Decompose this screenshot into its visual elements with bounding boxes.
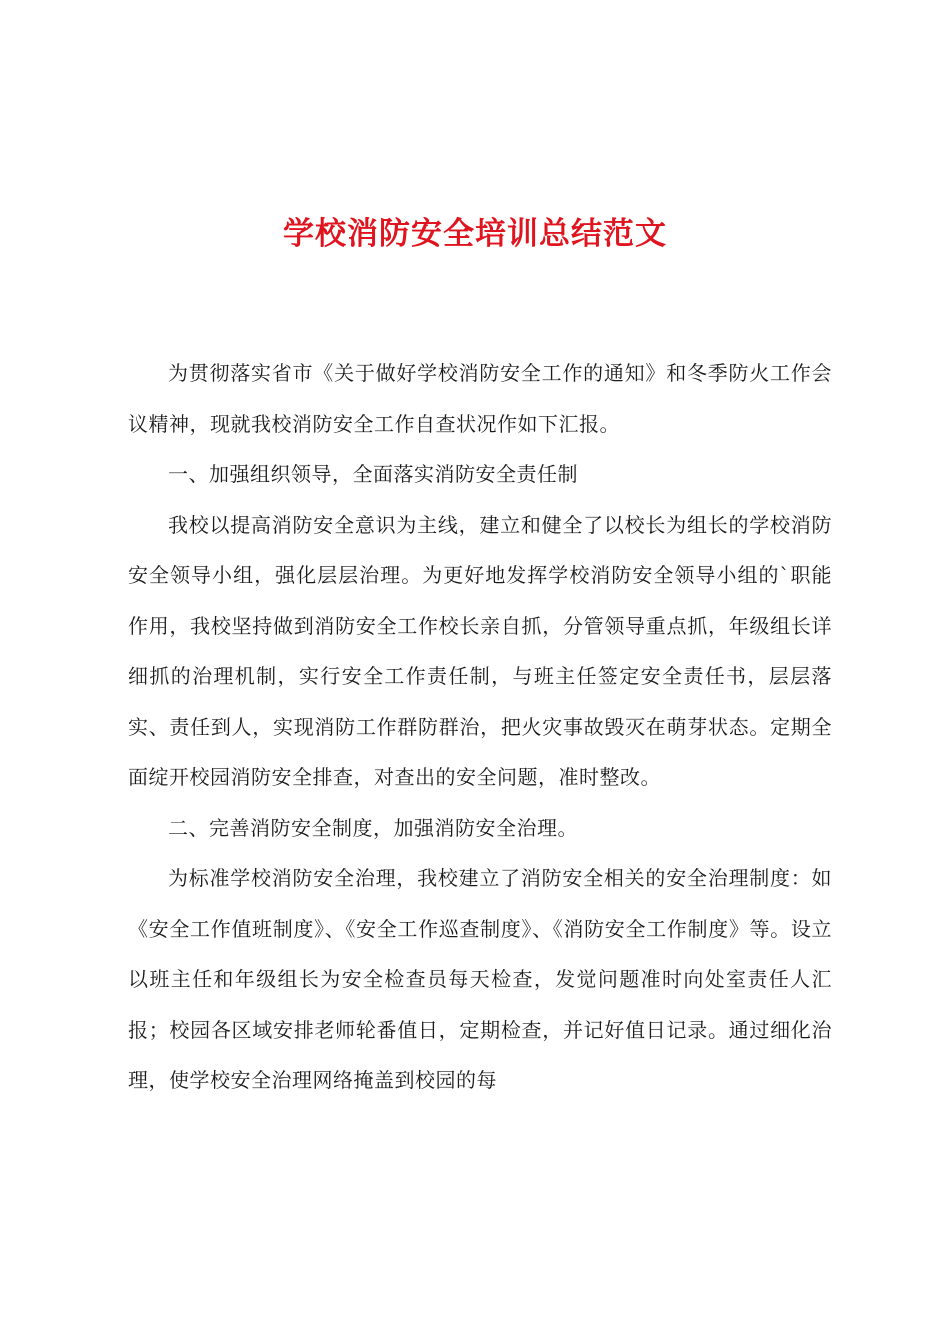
paragraph-section-1: 我校以提高消防安全意识为主线，建立和健全了以校长为组长的学校消防安全领导小组，强化层层治理。为更好地发挥学校消防安全领导小组的`职能作用，我校坚持做到消防安全工作校长亲自抓，分管领导重点抓，年级组长详细抓的治理机制，实行安全工作责任制，与班主任签定安全责任书，层层落实、责任到人，实现消防工作群防群治，把火灾事故毁灭在萌芽状态。定期全面绽开校园消防安全排查，对查出的安全问题，准时整改。 (128, 512, 832, 789)
paragraph-section-2: 为标准学校消防安全治理，我校建立了消防安全相关的安全治理制度：如《安全工作值班制度》、《安全工作巡查制度》、《消防安全工作制度》等。设立以班主任和年级组长为安全检查员每天检查，发觉问题准时向处室责任人汇报；校园各区域安排老师轮番值日，定期检查，并记好值日记录。通过细化治理，使学校安全治理网络掩盖到校园的每 (128, 866, 832, 1092)
document-title: 学校消防安全培训总结范文 (283, 216, 667, 252)
paragraph-intro: 为贯彻落实省市《关于做好学校消防安全工作的通知》和冬季防火工作会议精神，现就我校消防安全工作自查状况作如下汇报。 (128, 361, 832, 436)
section-heading-2: 二、完善消防安全制度，加强消防安全治理。 (168, 815, 578, 840)
document-body (128, 348, 832, 1106)
section-heading-1: 一、加强组织领导，全面落实消防安全责任制 (168, 462, 578, 486)
